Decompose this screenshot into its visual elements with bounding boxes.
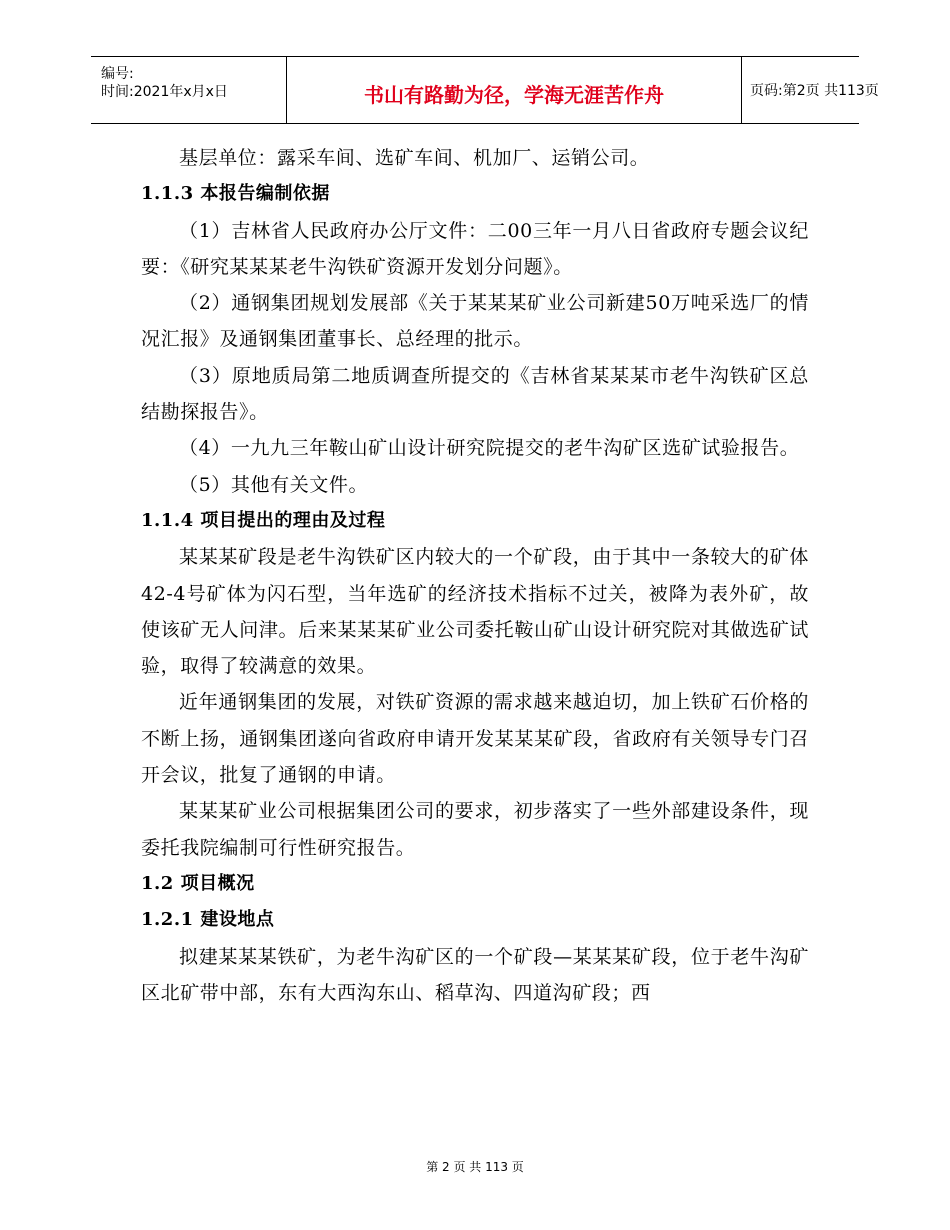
serial-label: 编号: — [101, 66, 134, 82]
section-heading-1-2-1: 1.2.1 建设地点 — [141, 909, 275, 931]
section-heading-1-1-4: 1.1.4 项目提出的理由及过程 — [141, 509, 386, 531]
paragraph-reason-3: 某某某矿业公司根据集团公司的要求，初步落实了一些外部建设条件，现委托我院编制可行性研究报告。 — [141, 800, 809, 859]
time-label: 时间:2021年x月x日 — [101, 84, 228, 100]
paragraph-basis-3: （3）原地质局第二地质调查所提交的《吉林省某某某市老牛沟铁矿区总结勘探报告》。 — [141, 364, 809, 424]
page-footer: 第 2 页 共 113 页 — [426, 1160, 524, 1174]
header-motto-cell — [286, 57, 742, 123]
paragraph-location: 拟建某某某铁矿，为老牛沟矿区的一个矿段—某某某矿段，位于老牛沟矿区北矿带中部，东有大西沟东山、稻草沟、四道沟矿段；西 — [141, 945, 809, 1004]
section-heading-1-2: 1.2 项目概况 — [141, 872, 255, 894]
motto-text: 书山有路勤为径，学海无涯苦作舟 — [364, 83, 664, 107]
paragraph-basis-4: （4）一九九三年鞍山矿山设计研究院提交的老牛沟矿区选矿试验报告。 — [179, 437, 800, 460]
header-page-cell — [742, 57, 879, 123]
header-meta — [91, 57, 286, 123]
header-page-info: 页码:第2页 共113页 — [750, 83, 879, 99]
paragraph-reason-2: 近年通钢集团的发展，对铁矿资源的需求越来越迫切，加上铁矿石价格的不断上扬，通钢集团遂向省政府申请开发某某某矿段，省政府有关领导专门召开会议，批复了通钢的申请。 — [141, 691, 809, 787]
paragraph-base-units: 基层单位：露采车间、选矿车间、机加厂、运销公司。 — [179, 147, 650, 169]
paragraph-basis-5: （5）其他有关文件。 — [179, 473, 369, 496]
paragraph-basis-2: （2）通钢集团规划发展部《关于某某某矿业公司新建50万吨采选厂的情况汇报》及通钢集团董事长、总经理的批示。 — [141, 292, 809, 351]
page-header — [91, 56, 879, 124]
document-body — [141, 140, 809, 1011]
paragraph-basis-1: （1）吉林省人民政府办公厅文件：二00三年一月八日省政府专题会议纪要：《研究某某某老牛沟铁矿资源开发划分问题》。 — [141, 219, 809, 278]
paragraph-reason-1: 某某某矿段是老牛沟铁矿区内较大的一个矿段，由于其中一条较大的矿体42-4号矿体为闪石型，当年选矿的经济技术指标不过关，被降为表外矿，故使该矿无人问津。后来某某某矿业公司委托鞍山矿山设计研究院对其做选矿试验，取得了较满意的效果。 — [141, 546, 809, 678]
section-heading-1-1-3: 1.1.3 本报告编制依据 — [141, 183, 330, 205]
